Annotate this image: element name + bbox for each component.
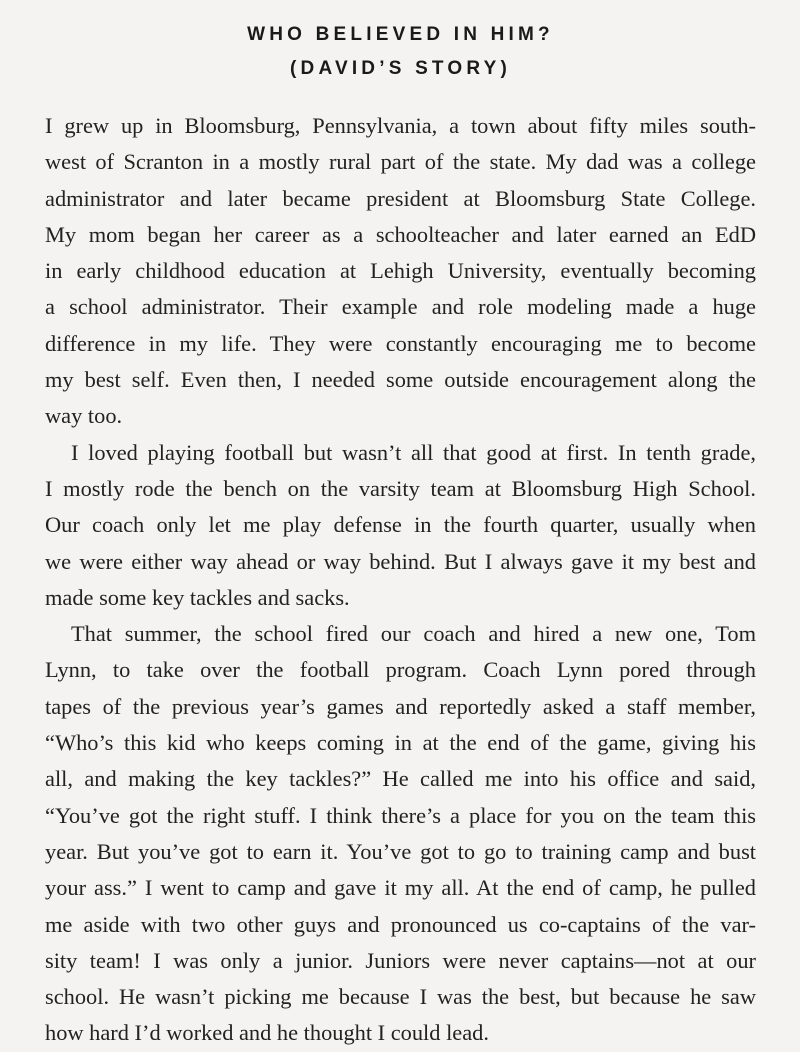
text-line: in early childhood education at Lehigh University, eventually becoming [45, 258, 756, 284]
paragraph-2 [45, 435, 756, 616]
text-line: Lynn, to take over the football program. Coach Lynn pored through [45, 657, 756, 683]
text-line: we were either way ahead or way behind. But I always gave it my best and [45, 548, 756, 574]
text-line: That summer, the school fired our coach and hired a new one, Tom [71, 621, 756, 647]
text-line: made some key tackles and sacks. [45, 584, 350, 610]
paragraph-1 [45, 108, 756, 435]
chapter-heading [45, 18, 756, 86]
text-line: administrator and later became president at Bloomsburg State College. [45, 185, 756, 211]
text-line: your ass.” I went to camp and gave it my all. At the end of camp, he pulled [45, 875, 756, 901]
text-line: I mostly rode the bench on the varsity team at Bloomsburg High School. [45, 475, 756, 501]
text-line: how hard I’d worked and he thought I could lead. [45, 1020, 489, 1046]
text-line: a school administrator. Their example and role modeling made a huge [45, 294, 756, 320]
text-line: my best self. Even then, I needed some outside encouragement along the [45, 367, 756, 393]
story-body [45, 108, 756, 1052]
text-line: way too. [45, 403, 123, 429]
heading-line-1: WHO BELIEVED IN HIM? [247, 24, 554, 45]
text-line: school. He wasn’t picking me because I was the best, but because he saw [45, 984, 756, 1010]
text-line: sity team! I was only a junior. Juniors were never captains—not at our [45, 947, 756, 973]
paragraph-3 [45, 616, 756, 1052]
heading-line-2: (DAVID’S STORY) [290, 58, 511, 79]
text-line: tapes of the previous year’s games and reportedly asked a staff member, [45, 693, 756, 719]
text-line: “You’ve got the right stuff. I think there’s a place for you on the team this [45, 802, 756, 828]
text-line: west of Scranton in a mostly rural part of the state. My dad was a college [45, 149, 756, 175]
text-line: Our coach only let me play defense in the fourth quarter, usually when [45, 512, 756, 538]
text-line: difference in my life. They were constantly encouraging me to become [45, 330, 756, 356]
text-line: year. But you’ve got to earn it. You’ve got to go to training camp and bust [45, 838, 756, 864]
text-line: My mom began her career as a schoolteacher and later earned an EdD [45, 221, 756, 247]
text-line: I grew up in Bloomsburg, Pennsylvania, a town about fifty miles south- [45, 113, 756, 138]
text-line: all, and making the key tackles?” He called me into his office and said, [45, 766, 756, 792]
text-line: “Who’s this kid who keeps coming in at the end of the game, giving his [45, 730, 756, 756]
text-line: me aside with two other guys and pronounced us co-captains of the var- [45, 911, 756, 937]
text-line: I loved playing football but wasn’t all that good at first. In tenth grade, [71, 439, 756, 465]
